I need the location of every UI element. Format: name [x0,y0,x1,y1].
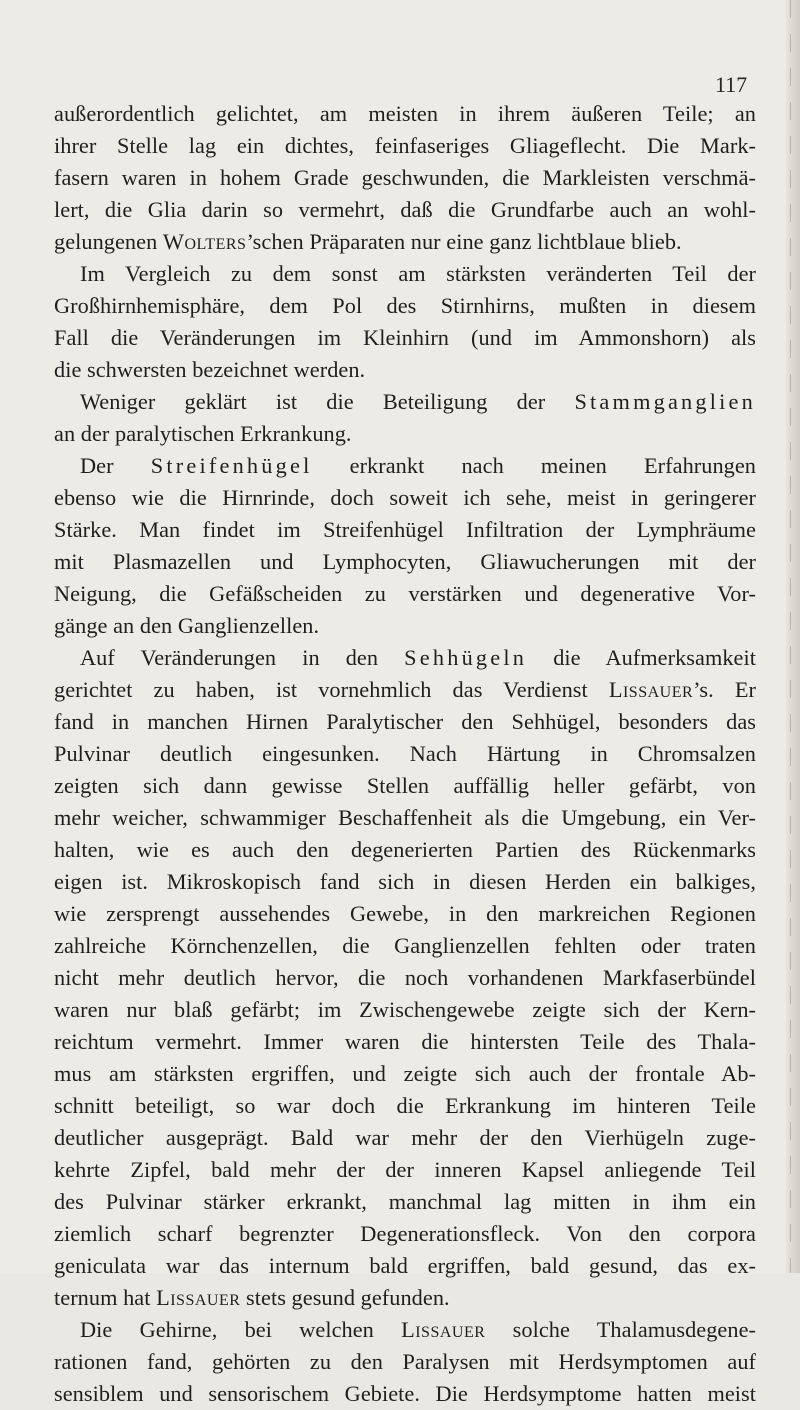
text-line [54,930,756,962]
text-segment: erkrankt nach meinen Erfahrungen [312,453,756,478]
text-line [54,1090,756,1122]
text-segment: solche Thalamusdegene- [485,1317,756,1342]
text-segment: fand in manchen Hirnen Paralytischer den Sehhügel, besonders das [54,709,756,734]
text-line [54,482,756,514]
text-line [54,258,756,290]
text-line [54,1026,756,1058]
text-segment: Auf Veränderungen in den [80,645,405,670]
text-line [54,418,756,450]
text-line [54,1282,756,1314]
text-line [54,578,756,610]
emphasized-text: Lissauer [608,677,694,702]
emphasized-text: Lissauer [401,1317,486,1342]
text-segment: waren nur blaß gefärbt; im Zwischengewebe zeigte sich der Kern- [54,997,756,1022]
text-line [54,546,756,578]
text-line [54,866,756,898]
text-segment: an der paralytischen Erkrankung. [54,421,352,446]
text-segment: die Aufmerksamkeit [527,645,756,670]
text-segment: Pulvinar deutlich eingesunken. Nach Härtung in Chromsalzen [54,741,756,766]
text-segment: mus am stärksten ergriffen, und zeigte sich auch der frontale Ab- [54,1061,756,1086]
text-segment: zahlreiche Körnchenzellen, die Ganglienzellen fehlten oder traten [54,933,756,958]
text-line [54,1346,756,1378]
text-line [54,1122,756,1154]
text-segment: rationen fand, gehörten zu den Paralysen mit Herdsymptomen auf [54,1349,756,1374]
text-segment: Fall die Veränderungen im Kleinhirn (und im Ammonshorn) als [54,325,756,350]
text-segment: die schwersten bezeichnet werden. [54,357,366,382]
text-line [54,962,756,994]
text-line [54,130,756,162]
text-segment: ebenso wie die Hirnrinde, doch soweit ich sehe, meist in geringerer [54,485,756,510]
text-segment: Neigung, die Gefäßscheiden zu verstärken und degenerative Vor- [54,581,756,606]
text-segment: kehrte Zipfel, bald mehr der der inneren Kapsel anliegende Teil [54,1157,756,1182]
text-segment: Im Vergleich zu dem sonst am stärksten veränderten Teil der [80,261,756,286]
text-line [54,738,756,770]
text-segment: wie zersprengt aussehendes Gewebe, in den markreichen Regionen [54,901,756,926]
text-segment: ziemlich scharf begrenzter Degenerationsfleck. Von den corpora [54,1221,756,1246]
text-line [54,98,756,130]
text-segment: mehr weicher, schwammiger Beschaffenheit als die Umgebung, ein Ver- [54,805,756,830]
text-line [54,162,756,194]
text-segment: deutlicher ausgeprägt. Bald war mehr der den Vierhügeln zuge- [54,1125,756,1150]
text-line [54,1314,756,1346]
text-segment: Großhirnhemisphäre, dem Pol des Stirnhirns, mußten in diesem [54,293,756,318]
text-line [54,1218,756,1250]
emphasized-text: Wolters [162,229,247,254]
text-line [54,194,756,226]
text-line [54,290,756,322]
text-line [54,802,756,834]
text-line [54,450,756,482]
text-segment: lert, die Glia darin so vermehrt, daß die Grundfarbe auch an wohl- [54,197,756,222]
text-segment: geniculata war das internum bald ergriffen, bald gesund, das ex- [54,1253,756,1278]
emphasized-text: Streifenhügel [150,453,313,478]
text-segment: fasern waren in hohem Grade geschwunden, die Markleisten verschmä- [54,165,756,190]
text-segment: reichtum vermehrt. Immer waren die hintersten Teile des Thala- [54,1029,756,1054]
text-line [54,610,756,642]
text-line [54,1186,756,1218]
text-line [54,994,756,1026]
emphasized-text: Stammganglien [574,389,756,414]
text-segment: ’schen Präparaten nur eine ganz lichtblaue blieb. [246,229,682,254]
text-segment: mit Plasmazellen und Lymphocyten, Gliawucherungen mit der [54,549,756,574]
text-segment: stets gesund gefunden. [240,1285,450,1310]
text-line [54,386,756,418]
text-segment: zeigten sich dann gewisse Stellen auffällig heller gefärbt, von [54,773,756,798]
text-segment: gerichtet zu haben, ist vornehmlich das Verdienst [54,677,609,702]
text-line [54,354,756,386]
text-line [54,706,756,738]
text-segment: ternum hat [54,1285,157,1310]
text-segment: gänge an den Ganglienzellen. [54,613,320,638]
page-edge [786,0,800,1273]
text-line [54,674,756,706]
text-line [54,226,756,258]
text-line [54,1058,756,1090]
text-segment: halten, wie es auch den degenerierten Partien des Rückenmarks [54,837,756,862]
text-segment: sensiblem und sensorischem Gebiete. Die Herdsymptome hatten meist [54,1381,756,1406]
text-line [54,834,756,866]
text-line [54,1378,756,1410]
text-line [54,642,756,674]
text-line [54,514,756,546]
body-text [54,98,756,1410]
text-segment: schnitt beteiligt, so war doch die Erkrankung im hinteren Teile [54,1093,756,1118]
text-segment: gelungenen [54,229,163,254]
text-segment: ihrer Stelle lag ein dichtes, feinfaseriges Gliageflecht. Die Mark- [54,133,756,158]
text-line [54,1250,756,1282]
text-segment: Stärke. Man findet im Streifenhügel Infiltration der Lymphräume [54,517,756,542]
text-segment: Der [80,453,151,478]
text-line [54,1154,756,1186]
emphasized-text: Lissauer [156,1285,241,1310]
text-line [54,898,756,930]
text-segment: des Pulvinar stärker erkrankt, manchmal lag mitten in ihm ein [54,1189,756,1214]
text-line [54,322,756,354]
text-segment: Die Gehirne, bei welchen [80,1317,402,1342]
text-segment: nicht mehr deutlich hervor, die noch vorhandenen Markfaserbündel [54,965,756,990]
text-segment: außerordentlich gelichtet, am meisten in ihrem äußeren Teile; an [54,101,756,126]
text-segment: Weniger geklärt ist die Beteiligung der [80,389,575,414]
page-number: 117 [715,72,748,97]
emphasized-text: Sehhügeln [404,645,528,670]
text-segment: eigen ist. Mikroskopisch fand sich in diesen Herden ein balkiges, [54,869,756,894]
text-line [54,770,756,802]
text-segment: ’s. Er [693,677,756,702]
